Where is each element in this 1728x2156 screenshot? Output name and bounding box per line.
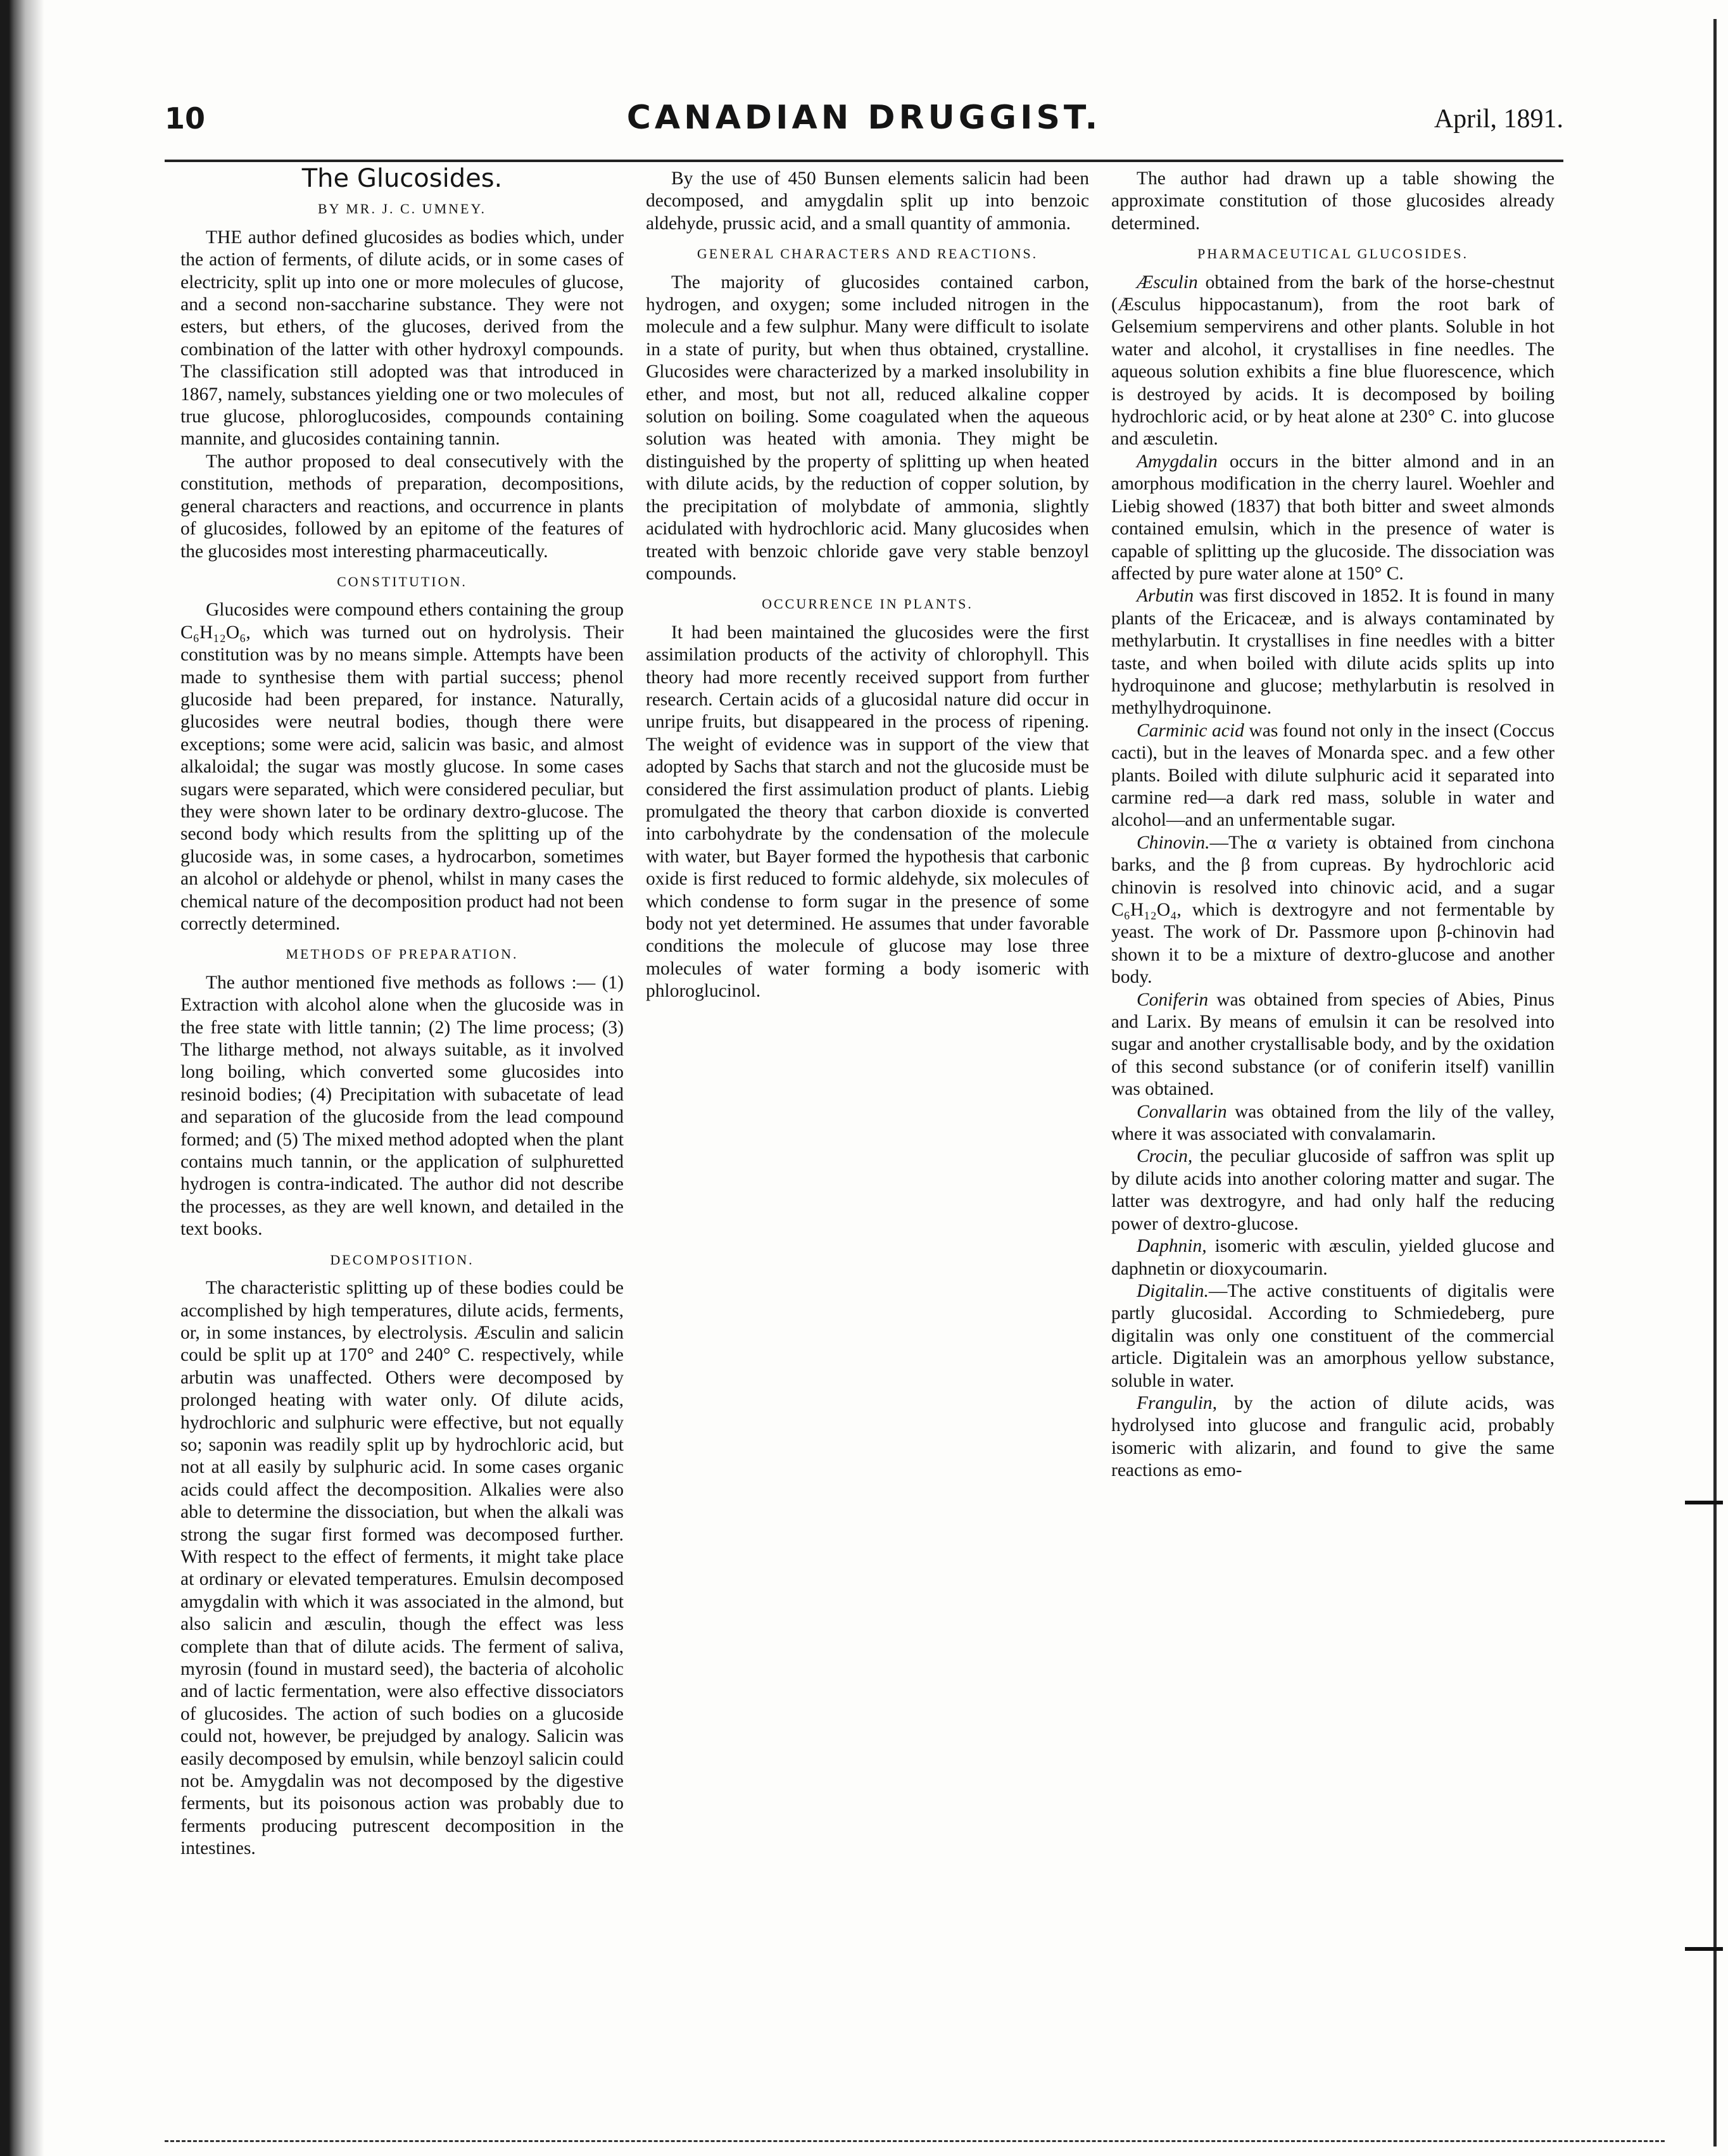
paragraph: The majority of glucosides contained carbon, hydrogen, and oxygen; some included nitrogen in the molecule and a few sulphur. Many were difficult to isolate in a state of purity, but when thus obtained, crystalline. Glucosides were characterized by a marked insolubility in ether, and most, but not all, reduced alkaline copper solution on boiling. Some coagulated when the aqueous solution was heated with amonia. They might be distinguished by the property of splitting up when heated with dilute acids, by the reduction of copper solution, by the precipitation of molybdate of ammonia, slightly acidulated with hydrochloric acid. Many glucosides when treated with benzoic chloride gave very stable benzoyl compounds.: [646, 272, 1089, 584]
column-1: [180, 164, 624, 1860]
byline: BY MR. J. C. UMNEY.: [317, 201, 487, 217]
entry-name: Arbutin: [1137, 586, 1194, 607]
entry-digitalin: [1111, 1280, 1555, 1392]
entry-name: Frangulin,: [1137, 1392, 1218, 1413]
entry-text: occurs in the bitter almond and in an amorphous modification in the cherry laurel. Woehler and Liebig showed (1837) that both bitter and sweet almonds contained emulsin, which in the presence of water is capable of splitting up the glucoside. The dissociation was affected by pure water alone at 150° C.: [1111, 451, 1555, 584]
entry-name: Chinovin.: [1137, 832, 1210, 853]
page-spine-shadow: [0, 0, 44, 2156]
issue-date: April, 1891.: [1434, 104, 1563, 134]
entry-name: Amygdalin: [1137, 451, 1218, 472]
entry-name: Æsculin: [1137, 272, 1198, 293]
page-number: 10: [165, 101, 206, 136]
entry-aesculin: [1111, 272, 1555, 451]
entry-name: Daphnin,: [1137, 1236, 1207, 1257]
column-2: [646, 168, 1089, 1003]
bottom-edge: [165, 2140, 1665, 2142]
paragraph: The author proposed to deal consecutively with the constitution, methods of preparation, decompositions, general characters and reactions, and occurrence in plants of glucosides, followed by an epitome of the features of the glucosides most interesting pharmaceutically.: [180, 451, 624, 562]
entry-text: was found not only in the insect (Coccus cacti), but in the leaves of Monarda spec. and a few other plants. Boiled with dilute sulphuric acid it separated into carmine red—a dark red mass, soluble in water and alcohol—and an unfermentable sugar.: [1111, 720, 1555, 831]
edge-mark: [1685, 1501, 1723, 1504]
section-heading: PHARMACEUTICAL GLUCOSIDES.: [1197, 246, 1468, 262]
entry-name: Crocin,: [1137, 1146, 1193, 1167]
entry-text: —The active constituents of digitalis were partly glucosidal. According to Schmiedeberg, pure digitalin was only one constituent of the commercial article. Digitalein was an amorphous yellow substance, soluble in water.: [1111, 1280, 1555, 1391]
entry-text: was obtained from the lily of the valley, where it was associated with convalamarin.: [1111, 1101, 1555, 1145]
article-title: The Glucosides.: [301, 164, 503, 193]
entry-name: Convallarin: [1137, 1101, 1227, 1122]
entry-text: —The α variety is obtained from cinchona barks, and the β from cupreas. By hydrochloric acid chinovin is resolved into chinovic acid, and a sugar C₆H₁₂O₄, which is dextrogyre and not fermentable by yeast. The work of Dr. Passmore upon β-chinovin had shown it to be a mixture of dextro-glucose and another body.: [1111, 832, 1555, 988]
entry-text: was first discoved in 1852. It is found in many plants of the Ericaceæ, and is always contaminated by methylarbutin. It crystallises in fine needles with a bitter taste, and when boiled with dilute acids splits up into hydroquinone and glucose; methylarbutin is resolved in methylhydroquinone.: [1111, 586, 1555, 719]
entry-name: Coniferin: [1137, 989, 1209, 1010]
edge-mark: [1685, 1947, 1723, 1951]
entry-carminic-acid: [1111, 720, 1555, 832]
paragraph: [180, 227, 624, 451]
section-heading: DECOMPOSITION.: [330, 1251, 474, 1268]
right-page-edge: [1713, 19, 1717, 2147]
paragraph: It had been maintained the glucosides were the first assimilation products of the activity of chlorophyll. This theory had more recently received support from further research. Certain acids of a glucosidal nature did occur in unripe fruits, but disappeared in the process of ripening. The weight of evidence was in support of the view that adopted by Sachs that starch and not the glucoside must be considered the first assimulation product of plants. Liebig promulgated the theory that carbon dioxide is converted into carbohydrate by the condensation of the molecule with water, but Bayer formed the hypothesis that carbonic oxide is first reduced to formic aldehyde, six molecules of which condense to form sugar in the presence of some body not yet determined. He assumes that under favorable conditions the molecule of glucose may lose three molecules of water forming a body isomeric with phloroglucinol.: [646, 622, 1089, 1002]
section-heading: METHODS OF PREPARATION.: [286, 946, 519, 962]
entry-name: Digitalin.: [1137, 1280, 1209, 1301]
column-3: [1111, 168, 1555, 1482]
lead-word: THE: [206, 227, 243, 248]
page-header: [165, 101, 1563, 146]
entry-text: the peculiar glucoside of saffron was split up by dilute acids into another coloring matter and sugar. The latter was dextrogyre, and had only half the reducing power of dextro-glucose.: [1111, 1146, 1555, 1234]
entry-text: by the action of dilute acids, was hydrolysed into glucose and frangulic acid, probably isomeric with alizarin, and found to give the same reactions as emo-: [1111, 1392, 1555, 1481]
entry-text: obtained from the bark of the horse-chestnut (Æsculus hippocastanum), from the root bark of Gelsemium sempervirens and other plants. Soluble in hot water and alcohol, it crystallises in fine needles. The aqueous solution exhibits a fine blue fluorescence, which is destroyed by acids. It is decomposed by boiling hydrochloric acid, or by heat alone at 230° C. into glucose and æsculetin.: [1111, 272, 1555, 450]
entry-chinovin: [1111, 832, 1555, 989]
entry-arbutin: [1111, 585, 1555, 719]
entry-text: was obtained from species of Abies, Pinus and Larix. By means of emulsin it can be resolved into sugar and another crystallisable body, and by the oxidation of this second substance (or of coniferin itself) vanillin was obtained.: [1111, 989, 1555, 1100]
paragraph: The author mentioned five methods as follows :— (1) Extraction with alcohol alone when the glucoside was in the free state with little tannin; (2) The lime process; (3) The litharge method, not always suitable, as it involved long boiling, which converted some glucosides into resinoid bodies; (4) Precipitation with subacetate of lead and separation of the glucoside from the lead compound formed; and (5) The mixed method adopted when the plant contains much tannin, or the application of sulphuretted hydrogen is contra-indicated. The author did not describe the processes, as they are well known, and detailed in the text books.: [180, 972, 624, 1240]
entry-coniferin: [1111, 989, 1555, 1101]
entry-name: Carminic acid: [1137, 720, 1244, 741]
section-heading: CONSTITUTION.: [337, 573, 467, 589]
paragraph: The author had drawn up a table showing the approximate constitution of those glucosides already determined.: [1111, 168, 1555, 234]
entry-crocin: [1111, 1145, 1555, 1235]
paragraph-text: author defined glucosides as bodies which, under the action of ferments, of dilute acids, or in some cases of electricity, split up into one or more molecules of glucose, and a second non-saccharine substance. They were not esters, but ethers, of the glucoses, derived from the combination of the latter with other hydroxyl compounds. The classification still adopted was that introduced in 1867, namely, substances yielding one or two molecules of true glucose, phloroglucosides, compounds containing mannite, and glucosides containing tannin.: [180, 227, 624, 450]
entry-text: isomeric with æsculin, yielded glucose and daphnetin or dioxycoumarin.: [1111, 1236, 1555, 1279]
entry-frangulin: [1111, 1392, 1555, 1482]
paragraph: The characteristic splitting up of these bodies could be accomplished by high temperatures, dilute acids, ferments, or, in some instances, by electrolysis. Æsculin and salicin could be split up at 170° and 240° C. respectively, while arbutin was unaffected. Others were decomposed by prolonged heating with water only. Of dilute acids, hydrochloric and sulphuric were effective, but not equally so; saponin was readily split up by hydrochloric acid, but not at all easily by sulphuric acid. In some cases organic acids could affect the decomposition. Alkalies were also able to determine the dissociation, but when the alkali was strong the sugar first formed was decomposed further. With respect to the effect of ferments, it might take place at ordinary or elevated temperatures. Emulsin decomposed amygdalin with which it was associated in the almond, but also salicin and æsculin, though the effect was less complete than that of dilute acids. The ferment of saliva, myrosin (found in mustard seed), the bacteria of alcoholic and of lactic fermentation, were also effective dissociators of glucosides. The action of such bodies on a glucoside could not, however, be prejudged by analogy. Salicin was easily decomposed by emulsin, while benzoyl salicin could not be. Amygdalin was not decomposed by the digestive ferments, but its poisonous action was probably due to ferments producing putrescent decomposition in the intestines.: [180, 1278, 624, 1859]
section-heading: OCCURRENCE IN PLANTS.: [762, 596, 973, 612]
header-rule: [165, 160, 1563, 162]
section-heading: GENERAL CHARACTERS AND REACTIONS.: [697, 246, 1038, 262]
entry-amygdalin: [1111, 451, 1555, 585]
masthead-title: CANADIAN DRUGGIST.: [626, 99, 1102, 137]
entry-daphnin: [1111, 1235, 1555, 1280]
entry-convallarin: [1111, 1101, 1555, 1146]
paragraph: Glucosides were compound ethers containing the group C₆H₁₂O₆, which was turned out on hydrolysis. Their constitution was by no means simple. Attempts have been made to synthesise them with partial success; phenol glucoside had been prepared, for instance. Naturally, glucosides were neutral bodies, though there were exceptions; some were acid, salicin was basic, and almost alkaloidal; the sugar was mostly glucose. In some cases sugars were separated, which were considered peculiar, but they were shown later to be ordinary dextro-glucose. The second body which results from the splitting up of the glucoside was, in some cases, a hydrocarbon, sometimes an alcohol or aldehyde or phenol, whilst in many cases the chemical nature of the decomposition product had not been correctly determined.: [180, 600, 624, 934]
paragraph: By the use of 450 Bunsen elements salicin had been decomposed, and amygdalin split up into benzoic aldehyde, prussic acid, and a small quantity of ammonia.: [646, 168, 1089, 234]
